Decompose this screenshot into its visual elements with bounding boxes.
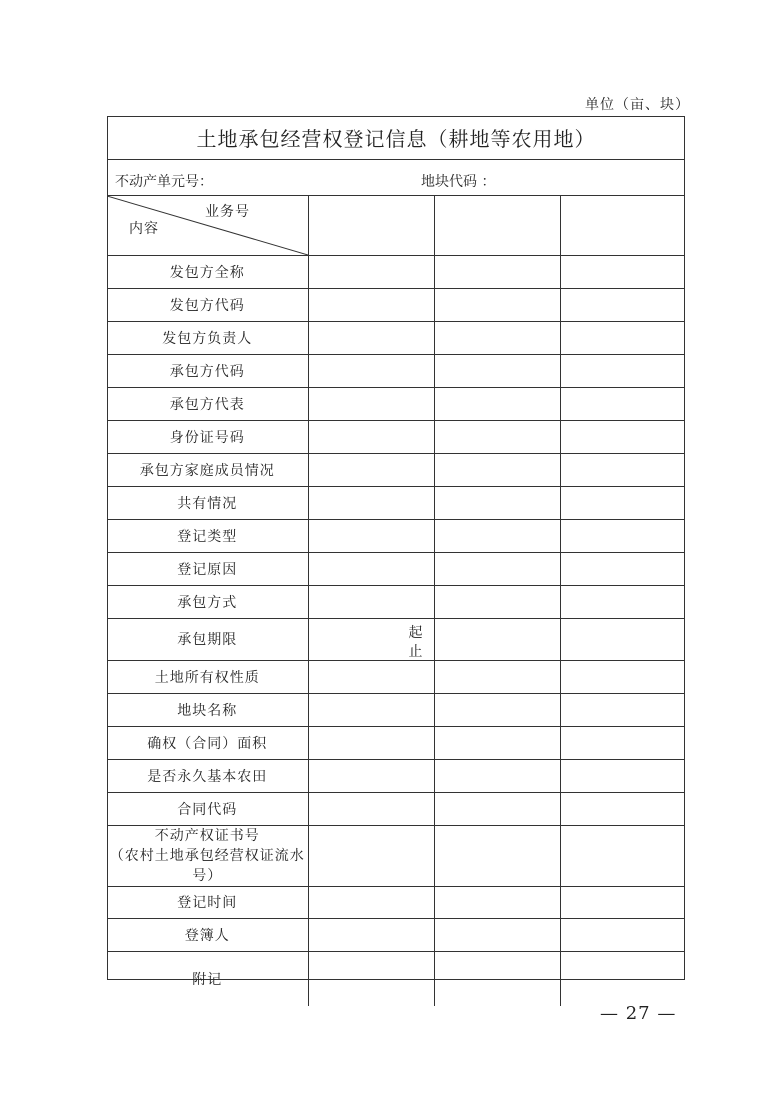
term-end-label: 止 xyxy=(408,643,424,660)
row-label: 地块名称 xyxy=(107,693,308,726)
input-cell[interactable] xyxy=(308,759,434,792)
input-cell[interactable] xyxy=(560,453,685,486)
input-cell[interactable] xyxy=(308,453,434,486)
input-cell[interactable] xyxy=(308,387,434,420)
input-cell[interactable] xyxy=(434,354,560,387)
input-cell[interactable] xyxy=(434,886,560,918)
input-cell[interactable] xyxy=(560,618,685,660)
input-cell[interactable] xyxy=(308,726,434,759)
input-cell[interactable] xyxy=(560,693,685,726)
page-number: — 27 — xyxy=(600,1003,677,1024)
row-label: 发包方代码 xyxy=(107,288,308,321)
input-cell[interactable] xyxy=(434,726,560,759)
input-cell[interactable] xyxy=(560,825,685,886)
input-cell[interactable] xyxy=(308,288,434,321)
input-cell[interactable] xyxy=(560,552,685,585)
table-row xyxy=(107,759,685,792)
registration-table xyxy=(107,196,685,1006)
table-row xyxy=(107,825,685,886)
input-cell[interactable] xyxy=(434,585,560,618)
input-cell[interactable] xyxy=(560,918,685,951)
row-label: 附记 xyxy=(107,951,308,1006)
input-cell[interactable] xyxy=(434,420,560,453)
row-label-sub: （农村土地承包经营权证流水号） xyxy=(109,847,305,884)
input-cell[interactable] xyxy=(308,660,434,693)
input-cell[interactable] xyxy=(434,618,560,660)
input-cell[interactable] xyxy=(308,552,434,585)
table-row xyxy=(107,288,685,321)
row-label: 确权（合同）面积 xyxy=(107,726,308,759)
form-title: 土地承包经营权登记信息（耕地等农用地） xyxy=(107,116,685,160)
input-cell[interactable] xyxy=(560,660,685,693)
input-cell[interactable] xyxy=(434,693,560,726)
business-col-2[interactable] xyxy=(434,196,560,255)
table-row xyxy=(107,453,685,486)
input-cell[interactable] xyxy=(308,886,434,918)
row-label: 发包方全称 xyxy=(107,255,308,288)
input-cell[interactable] xyxy=(308,321,434,354)
input-cell[interactable] xyxy=(434,759,560,792)
row-label: 土地所有权性质 xyxy=(107,660,308,693)
table-row xyxy=(107,726,685,759)
input-cell[interactable] xyxy=(434,288,560,321)
unit-label: 单位（亩、块） xyxy=(585,97,690,113)
input-cell[interactable] xyxy=(560,255,685,288)
row-label: 登记原因 xyxy=(107,552,308,585)
table-row xyxy=(107,387,685,420)
parcel-code-label: 地块代码 ： xyxy=(421,174,496,190)
table-row xyxy=(107,918,685,951)
input-cell[interactable] xyxy=(308,519,434,552)
table-row xyxy=(107,486,685,519)
input-cell[interactable] xyxy=(560,886,685,918)
row-label: 承包方式 xyxy=(107,585,308,618)
input-cell[interactable] xyxy=(308,951,434,1006)
input-cell[interactable] xyxy=(560,585,685,618)
business-no-label: 业务号 xyxy=(205,204,250,220)
row-label: 共有情况 xyxy=(107,486,308,519)
table-row xyxy=(107,792,685,825)
business-col-3[interactable] xyxy=(560,196,685,255)
input-cell[interactable] xyxy=(560,288,685,321)
input-cell[interactable] xyxy=(560,486,685,519)
input-cell[interactable] xyxy=(308,255,434,288)
input-cell[interactable] xyxy=(434,951,560,1006)
input-cell[interactable] xyxy=(434,519,560,552)
input-cell[interactable] xyxy=(308,693,434,726)
row-label: 承包方代表 xyxy=(107,387,308,420)
row-label-two-line xyxy=(107,825,308,886)
input-cell[interactable] xyxy=(560,519,685,552)
term-start-label: 起 xyxy=(408,624,424,641)
input-cell[interactable] xyxy=(308,420,434,453)
input-cell[interactable] xyxy=(434,918,560,951)
term-cell[interactable] xyxy=(308,618,434,660)
info-row xyxy=(107,160,685,196)
table-row xyxy=(107,618,685,660)
input-cell[interactable] xyxy=(560,354,685,387)
table-row xyxy=(107,321,685,354)
input-cell[interactable] xyxy=(560,792,685,825)
input-cell[interactable] xyxy=(434,792,560,825)
input-cell[interactable] xyxy=(434,660,560,693)
input-cell[interactable] xyxy=(560,951,685,1006)
input-cell[interactable] xyxy=(560,726,685,759)
table-row xyxy=(107,519,685,552)
content-label: 内容 xyxy=(129,221,159,237)
input-cell[interactable] xyxy=(308,825,434,886)
input-cell[interactable] xyxy=(308,585,434,618)
row-label: 登记类型 xyxy=(107,519,308,552)
header-row xyxy=(107,196,685,255)
input-cell[interactable] xyxy=(434,387,560,420)
row-label: 登簿人 xyxy=(107,918,308,951)
table-row xyxy=(107,585,685,618)
input-cell[interactable] xyxy=(434,552,560,585)
row-label: 承包期限 xyxy=(107,618,308,660)
input-cell[interactable] xyxy=(434,255,560,288)
property-unit-label: 不动产单元号： xyxy=(115,174,213,190)
input-cell[interactable] xyxy=(434,486,560,519)
table-row xyxy=(107,354,685,387)
input-cell[interactable] xyxy=(308,918,434,951)
table-row xyxy=(107,886,685,918)
input-cell[interactable] xyxy=(434,825,560,886)
business-col-1[interactable] xyxy=(308,196,434,255)
diagonal-header-cell xyxy=(107,196,308,255)
row-label: 不动产权证书号 xyxy=(154,827,260,844)
input-cell[interactable] xyxy=(308,792,434,825)
input-cell[interactable] xyxy=(308,486,434,519)
row-label: 承包方代码 xyxy=(107,354,308,387)
input-cell[interactable] xyxy=(560,387,685,420)
table-row xyxy=(107,255,685,288)
input-cell[interactable] xyxy=(434,321,560,354)
row-label: 发包方负责人 xyxy=(107,321,308,354)
table-row xyxy=(107,420,685,453)
row-label: 登记时间 xyxy=(107,886,308,918)
table-row xyxy=(107,660,685,693)
input-cell[interactable] xyxy=(560,321,685,354)
table-row xyxy=(107,552,685,585)
table-row xyxy=(107,951,685,1006)
table-row xyxy=(107,693,685,726)
input-cell[interactable] xyxy=(560,759,685,792)
row-label: 承包方家庭成员情况 xyxy=(107,453,308,486)
input-cell[interactable] xyxy=(560,420,685,453)
row-label: 合同代码 xyxy=(107,792,308,825)
input-cell[interactable] xyxy=(308,354,434,387)
row-label: 是否永久基本农田 xyxy=(107,759,308,792)
row-label: 身份证号码 xyxy=(107,420,308,453)
input-cell[interactable] xyxy=(434,453,560,486)
